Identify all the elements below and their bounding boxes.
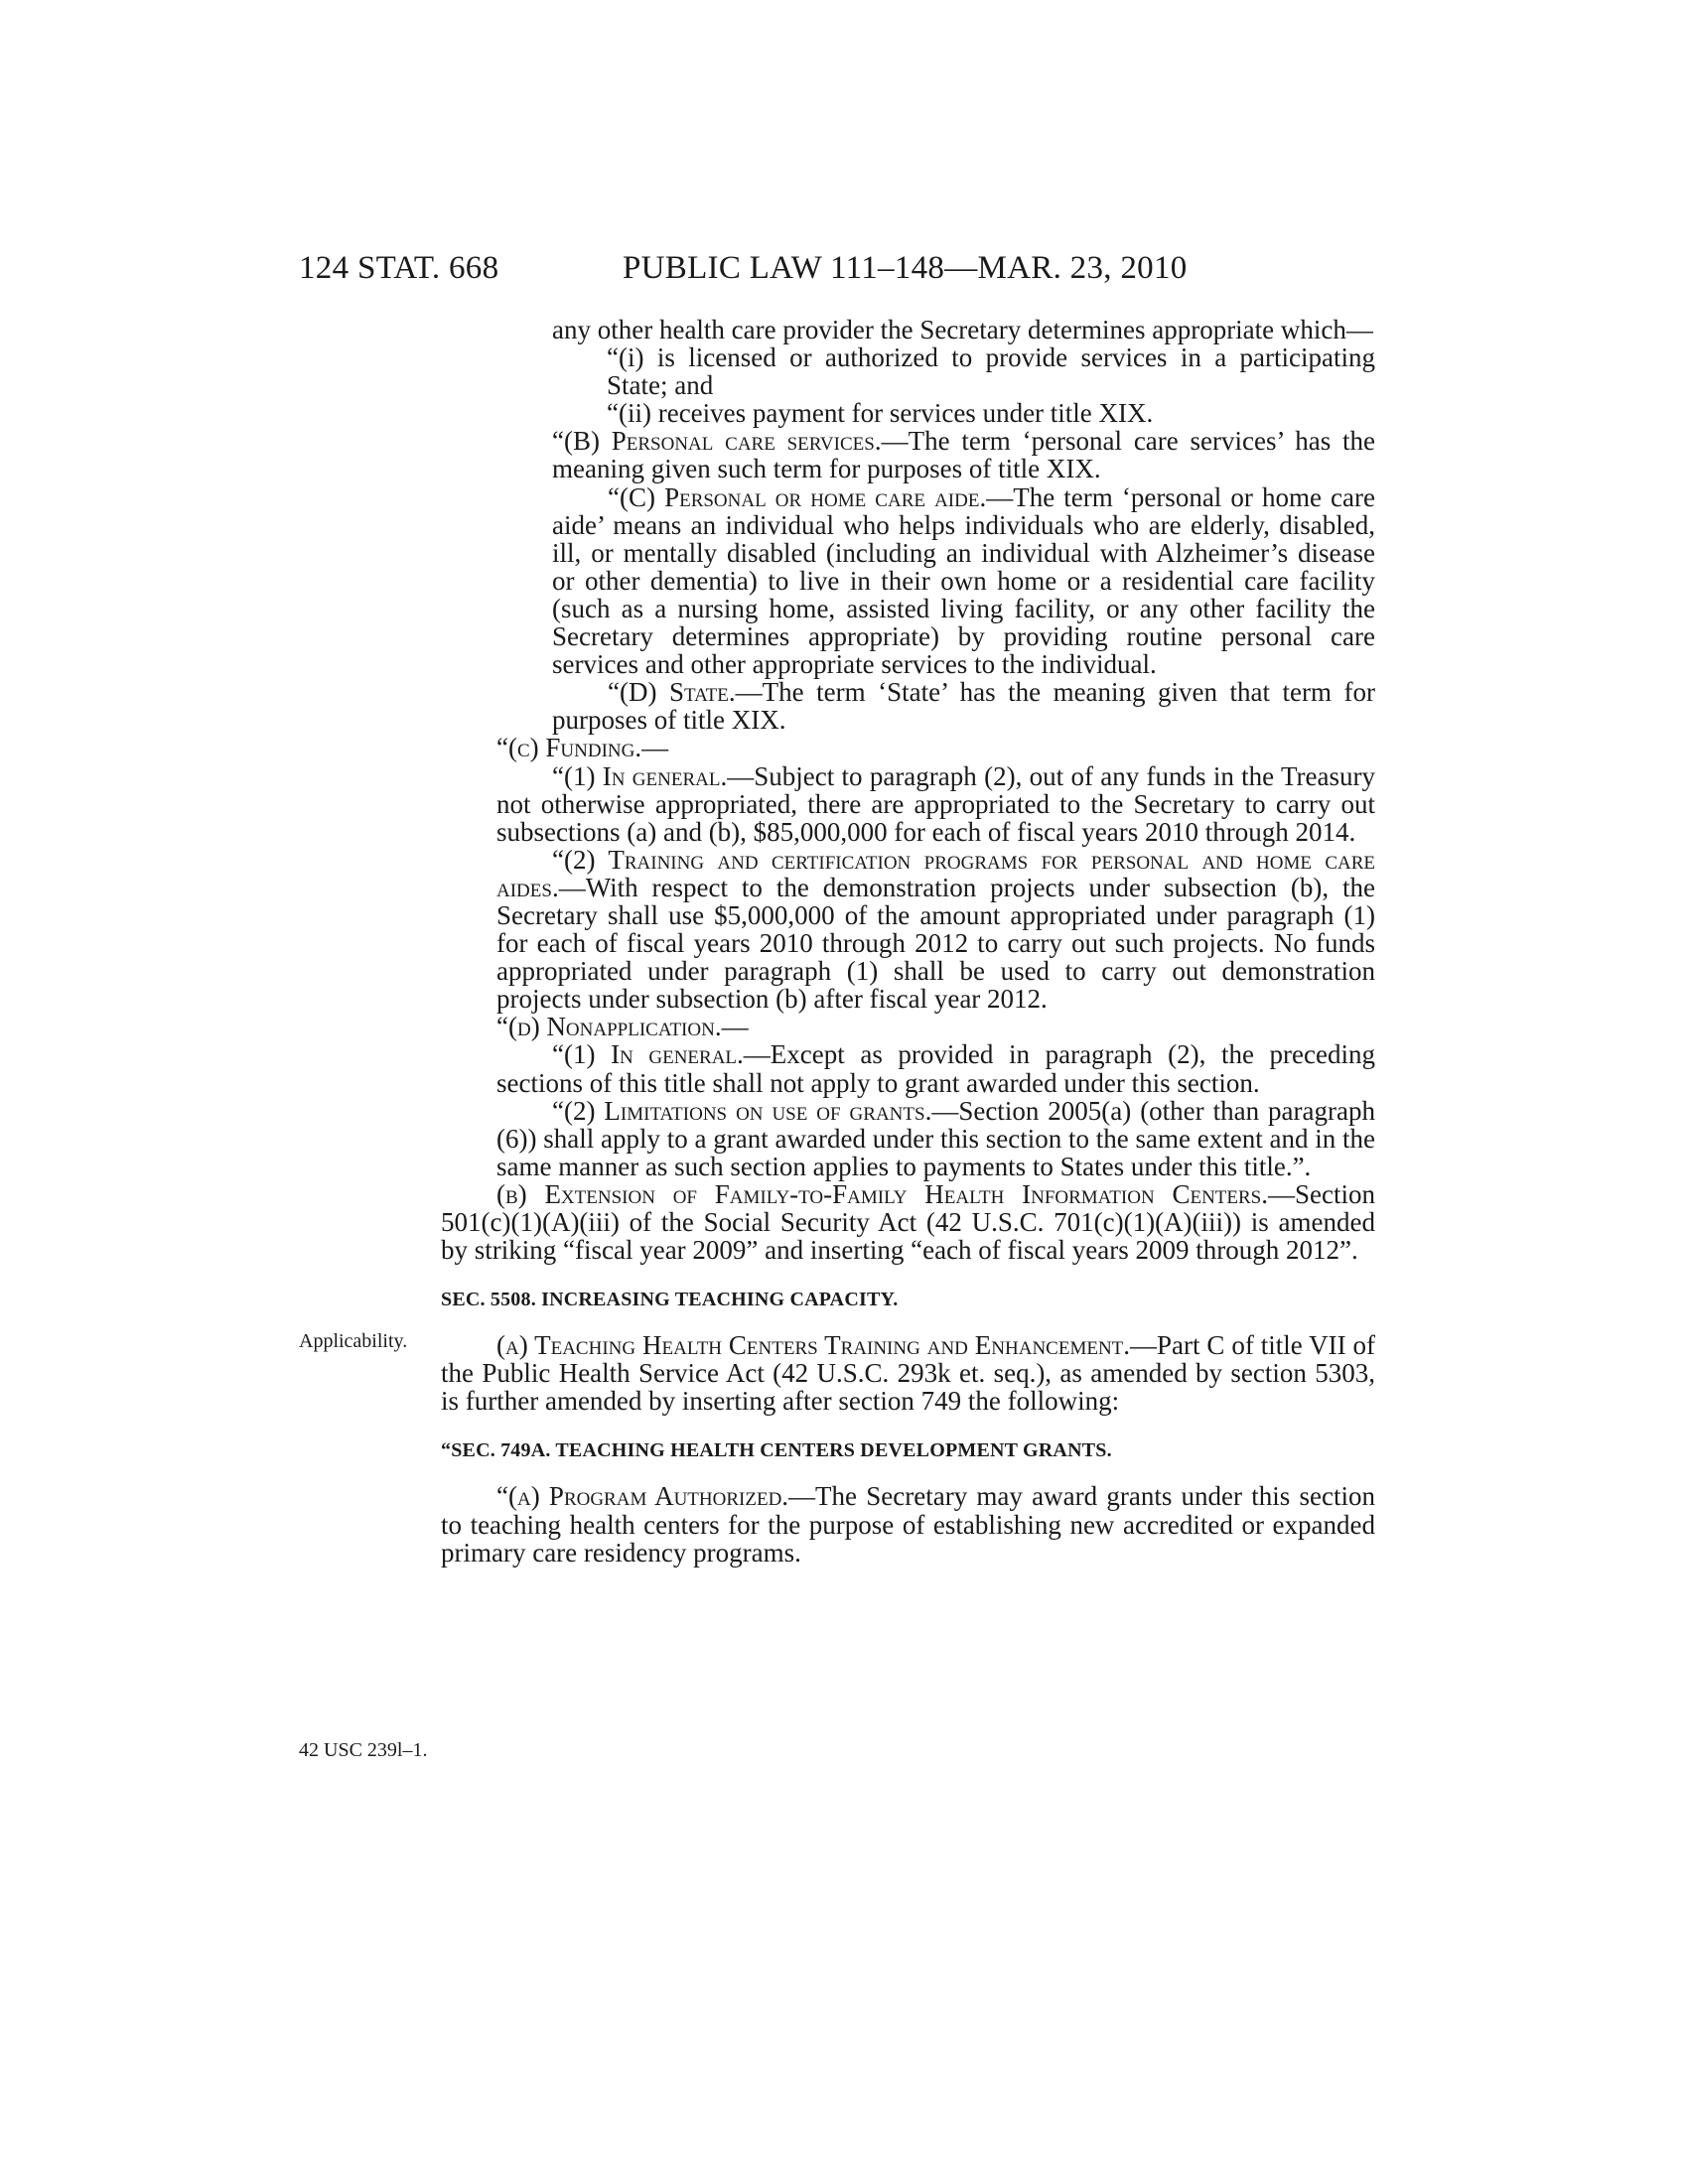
clause-ii [496, 399, 1375, 427]
clause-i-text: “(i) is licensed or authorized to provide services in a participating State; and [607, 342, 1375, 401]
nonapplication-2-heading: “(2) Limitations on use of grants. [552, 1095, 932, 1126]
nonapplication-paragraph-1 [496, 1040, 1375, 1096]
funding-2-heading: “(2) Training and certification programs for personal and home care aides. [496, 844, 1375, 902]
program-authorized-paragraph [441, 1482, 1375, 1566]
definition-b [496, 427, 1375, 482]
definition-b-heading: “(B) Personal care services. [552, 426, 882, 457]
subsection-b-extension [441, 1180, 1375, 1264]
document-body [441, 315, 1376, 1568]
extension-text: —Section 501(c)(1)(A)(iii) of the Social Security Act (42 U.S.C. 701(c)(1)(A)(iii)) is amended by striking “fiscal year 2009” and inserting “each of fiscal years 2009 through 2012”. [441, 1178, 1375, 1266]
definition-d [496, 678, 1375, 734]
definition-d-text: —The term ‘State’ has the meaning given that term for purposes of title XIX. [552, 677, 1375, 736]
section-5508-heading: SEC. 5508. INCREASING TEACHING CAPACITY. [441, 1289, 899, 1311]
definition-b-text: —The term ‘personal care services’ has the meaning given such term for purposes of title XIX. [552, 426, 1376, 484]
teaching-heading: (a) Teaching Health Centers Training and Enhancement. [496, 1330, 1131, 1361]
definition-c-heading: “(C) Personal or home care aide. [608, 481, 987, 512]
nonapplication-1-heading: “(1) In general. [552, 1039, 744, 1070]
clause-ii-text: “(ii) receives payment for services under title XIX. [607, 398, 1154, 429]
margin-note-usc-citation: 42 USC 239l–1. [299, 1739, 428, 1761]
nonapplication-paragraph-2 [496, 1097, 1375, 1180]
definition-c-text: —The term ‘personal or home care aide’ means an individual who helps individuals who are elderly, disabled, ill, or mentally disabled (including an individual with Alzheimer’s disease or other dementia) to live in their own home or a residential care facility (such as a nursing home, assisted living facility, or any other facility the Secretary determines appropriate) by providing routine personal care services and other appropriate services to the individual. [552, 481, 1375, 680]
funding-2-text: —With respect to the demonstration projects under subsection (b), the Secretary shall use $5,000,000 of the amount appropriated under paragraph (1) for each of fiscal years 2010 through 2012 to carry out such projects. No funds appropriated under paragraph (1) shall be used to carry out demonstration projects under subsection (b) after fiscal year 2012. [496, 872, 1375, 1015]
clause-i [496, 343, 1375, 399]
funding-1-text: —Subject to paragraph (2), out of any funds in the Treasury not otherwise appropriated, there are appropriated to the Secretary to carry out subsections (a) and (b), $85,000,000 for each of fiscal years 2010 through 2014. [496, 760, 1375, 847]
teaching-text: —Part C of title VII of the Public Health Service Act (42 U.S.C. 293k et. seq.), as amended by section 5303, is further amended by inserting after section 749 the following: [441, 1330, 1376, 1417]
funding-1-heading: “(1) In general. [552, 760, 728, 791]
subsection-d-heading: “(d) Nonapplication.— [496, 1012, 749, 1042]
margin-note-applicability: Applicability. [299, 1330, 408, 1352]
teaching-health-centers-paragraph [441, 1331, 1375, 1415]
extension-heading: (b) Extension of Family-to-Family Health Information Centers. [496, 1178, 1268, 1209]
subsection-c-funding [496, 734, 1375, 761]
paragraph-provider-continuation: any other health care provider the Secretary determines appropriate which— [552, 315, 1373, 344]
program-authorized-heading: “(a) Program Authorized. [496, 1481, 789, 1512]
nonapplication-1-text: —Except as provided in paragraph (2), the preceding sections of this title shall not apply to grant awarded under this section. [496, 1039, 1375, 1098]
nonapplication-2-text: —Section 2005(a) (other than paragraph (6)) shall apply to a grant awarded under this section to the same extent and in the same manner as such section applies to payments to States under this title.”. [496, 1095, 1375, 1181]
definition-c [496, 483, 1375, 679]
funding-paragraph-1 [496, 762, 1375, 846]
page-stat-citation: 124 STAT. 668 [299, 250, 499, 286]
funding-paragraph-2 [496, 846, 1375, 1014]
definition-d-heading: “(D) State. [608, 677, 736, 708]
program-authorized-text: —The Secretary may award grants under this section to teaching health centers for the purpose of establishing new accredited or expanded primary care residency programs. [441, 1481, 1375, 1568]
subsection-c-heading: “(c) Funding.— [496, 733, 669, 763]
page-running-header: PUBLIC LAW 111–148—MAR. 23, 2010 [623, 250, 1188, 286]
section-749a-heading: “SEC. 749A. TEACHING HEALTH CENTERS DEVELOPMENT GRANTS. [441, 1439, 1112, 1462]
subsection-d-nonapplication [496, 1013, 1375, 1040]
